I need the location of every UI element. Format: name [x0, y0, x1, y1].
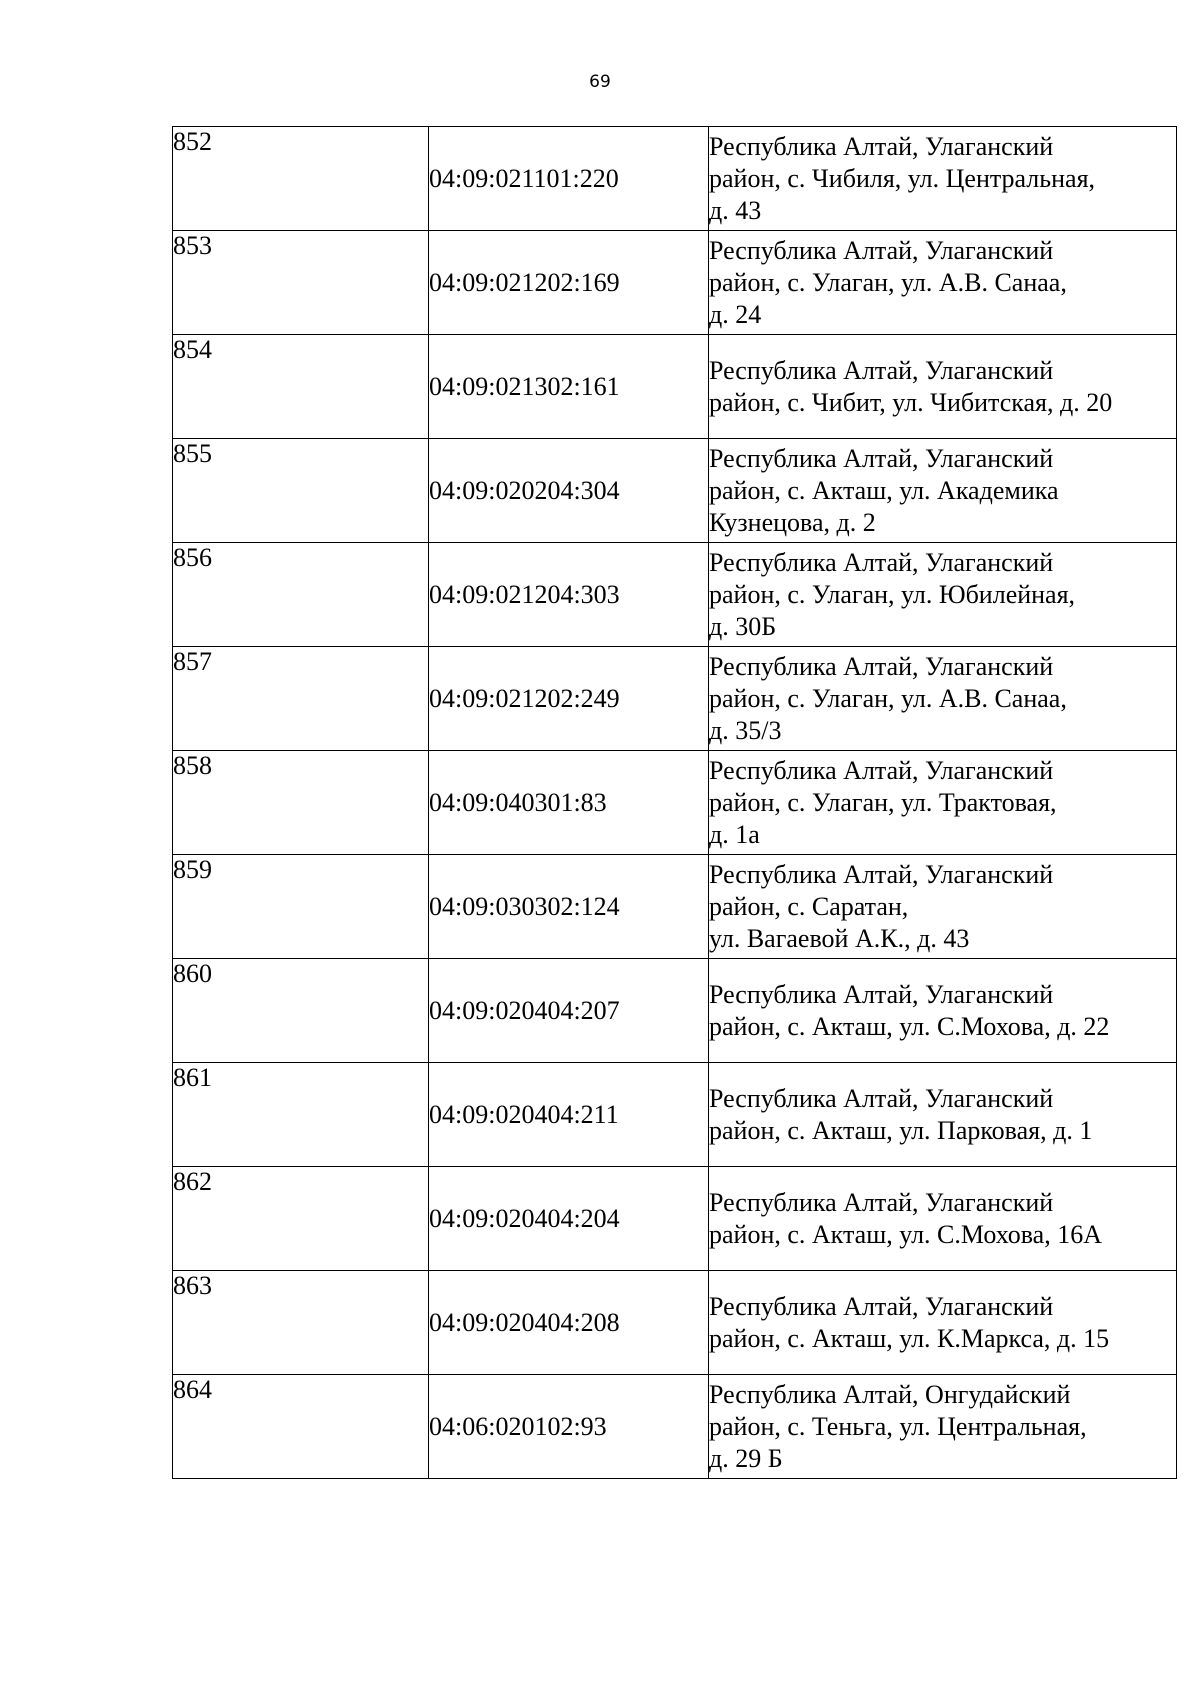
cadastral-number-cell: 04:09:040301:83: [429, 751, 709, 855]
address-line: Республика Алтай, Улаганский: [709, 355, 1054, 385]
table-row: [173, 1375, 1177, 1479]
table-row: [173, 855, 1177, 959]
address-line: д. 43: [709, 195, 762, 225]
cadastral-number-cell: 04:06:020102:93: [429, 1375, 709, 1479]
address-line: район, с. Чибит, ул. Чибитская, д. 20: [709, 387, 1113, 417]
address-line: ул. Вагаевой А.К., д. 43: [709, 923, 970, 953]
address-line: Республика Алтай, Онгудайский: [709, 1379, 1071, 1409]
address-line: район, с. Теньга, ул. Центральная,: [709, 1411, 1087, 1441]
row-number-cell: 860: [173, 959, 429, 1063]
address-line: Кузнецова, д. 2: [709, 507, 876, 537]
address-line: район, с. Улаган, ул. А.В. Санаа,: [709, 267, 1067, 297]
address-line: район, с. Улаган, ул. А.В. Санаа,: [709, 683, 1067, 713]
address-cell: [709, 1375, 1177, 1479]
address-line: д. 24: [709, 299, 762, 329]
table-body: [173, 127, 1177, 1479]
table-row: [173, 1063, 1177, 1167]
table-row: [173, 231, 1177, 335]
address-line: район, с. Улаган, ул. Трактовая,: [709, 787, 1057, 817]
address-line: Республика Алтай, Улаганский: [709, 859, 1054, 889]
address-cell: [709, 1271, 1177, 1375]
address-line: район, с. Улаган, ул. Юбилейная,: [709, 579, 1076, 609]
address-line: Республика Алтай, Улаганский: [709, 979, 1054, 1009]
address-cell: [709, 647, 1177, 751]
table-row: [173, 335, 1177, 439]
address-cell: [709, 1167, 1177, 1271]
table-row: [173, 751, 1177, 855]
address-line: Республика Алтай, Улаганский: [709, 755, 1054, 785]
table-row: [173, 543, 1177, 647]
address-line: район, с. Саратан,: [709, 891, 909, 921]
table-row: [173, 439, 1177, 543]
table-row: [173, 1167, 1177, 1271]
row-number-cell: 864: [173, 1375, 429, 1479]
page-number: 69: [589, 72, 611, 92]
row-number-cell: 852: [173, 127, 429, 231]
address-line: д. 30Б: [709, 611, 777, 641]
address-cell: [709, 959, 1177, 1063]
cadastral-number-cell: 04:09:021302:161: [429, 335, 709, 439]
cadastral-number-cell: 04:09:020204:304: [429, 439, 709, 543]
row-number-cell: 857: [173, 647, 429, 751]
row-number-cell: 859: [173, 855, 429, 959]
table-row: [173, 959, 1177, 1063]
address-line: район, с. Акташ, ул. С.Мохова, д. 22: [709, 1011, 1110, 1041]
address-cell: [709, 751, 1177, 855]
address-line: район, с. Акташ, ул. Академика: [709, 475, 1059, 505]
address-line: Республика Алтай, Улаганский: [709, 235, 1054, 265]
address-line: Республика Алтай, Улаганский: [709, 547, 1054, 577]
address-line: Республика Алтай, Улаганский: [709, 443, 1054, 473]
address-line: Республика Алтай, Улаганский: [709, 1187, 1054, 1217]
address-line: район, с. Акташ, ул. С.Мохова, 16А: [709, 1219, 1102, 1249]
table-row: [173, 647, 1177, 751]
address-line: д. 1а: [709, 819, 760, 849]
address-cell: [709, 231, 1177, 335]
address-line: д. 29 Б: [709, 1443, 783, 1473]
address-line: район, с. Чибиля, ул. Центральная,: [709, 163, 1096, 193]
address-cell: [709, 1063, 1177, 1167]
address-line: д. 35/3: [709, 715, 782, 745]
address-cell: [709, 335, 1177, 439]
address-cell: [709, 439, 1177, 543]
cadastral-number-cell: 04:09:020404:204: [429, 1167, 709, 1271]
address-line: Республика Алтай, Улаганский: [709, 131, 1054, 161]
cadastral-number-cell: 04:09:030302:124: [429, 855, 709, 959]
cadastral-number-cell: 04:09:021202:169: [429, 231, 709, 335]
cadastral-number-cell: 04:09:020404:211: [429, 1063, 709, 1167]
table-row: [173, 1271, 1177, 1375]
address-line: Республика Алтай, Улаганский: [709, 651, 1054, 681]
address-cell: [709, 127, 1177, 231]
row-number-cell: 853: [173, 231, 429, 335]
property-table: [172, 126, 1177, 1479]
cadastral-number-cell: 04:09:021204:303: [429, 543, 709, 647]
table-row: [173, 127, 1177, 231]
cadastral-number-cell: 04:09:021202:249: [429, 647, 709, 751]
row-number-cell: 856: [173, 543, 429, 647]
row-number-cell: 855: [173, 439, 429, 543]
address-line: Республика Алтай, Улаганский: [709, 1083, 1054, 1113]
row-number-cell: 862: [173, 1167, 429, 1271]
cadastral-number-cell: 04:09:020404:207: [429, 959, 709, 1063]
address-line: Республика Алтай, Улаганский: [709, 1291, 1054, 1321]
address-cell: [709, 855, 1177, 959]
row-number-cell: 863: [173, 1271, 429, 1375]
address-line: район, с. Акташ, ул. Парковая, д. 1: [709, 1115, 1093, 1145]
row-number-cell: 861: [173, 1063, 429, 1167]
row-number-cell: 854: [173, 335, 429, 439]
address-cell: [709, 543, 1177, 647]
row-number-cell: 858: [173, 751, 429, 855]
cadastral-number-cell: 04:09:021101:220: [429, 127, 709, 231]
cadastral-number-cell: 04:09:020404:208: [429, 1271, 709, 1375]
address-line: район, с. Акташ, ул. К.Маркса, д. 15: [709, 1323, 1110, 1353]
